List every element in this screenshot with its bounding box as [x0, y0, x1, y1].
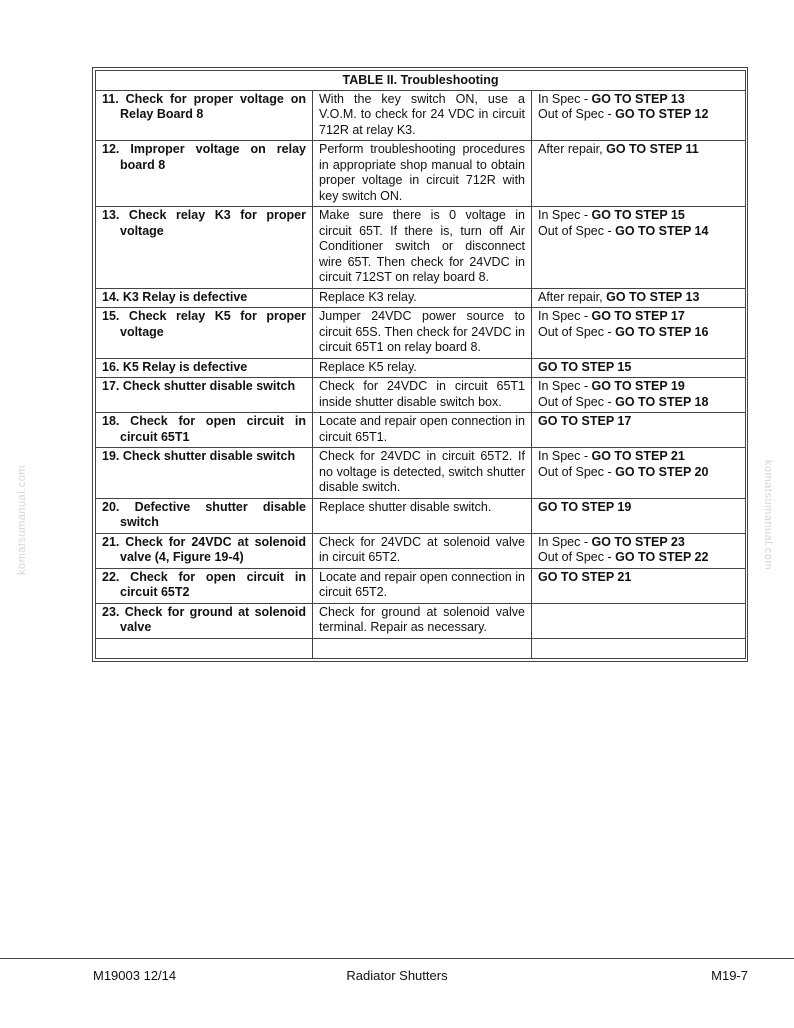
action-cell: Replace shutter disable switch.	[313, 498, 532, 533]
result-goto: GO TO STEP 19	[538, 499, 632, 514]
action-cell: Replace K5 relay.	[313, 358, 532, 378]
table-row	[96, 308, 746, 359]
result-goto: GO TO STEP 21	[591, 449, 685, 463]
action-cell: Locate and repair open connection in circuit 65T1.	[313, 413, 532, 448]
table-row	[96, 378, 746, 413]
result-line	[538, 449, 739, 465]
result-cell	[532, 308, 746, 359]
result-cell	[532, 90, 746, 141]
result-goto: GO TO STEP 14	[615, 223, 709, 238]
result-goto: GO TO STEP 15	[591, 208, 685, 222]
result-line	[538, 224, 739, 240]
result-cell	[532, 141, 746, 207]
result-prefix: Out of Spec -	[538, 107, 616, 121]
result-line	[538, 500, 739, 516]
table-row	[96, 533, 746, 568]
result-cell	[532, 413, 746, 448]
step-cell: 23. Check for ground at solenoid valve	[96, 603, 313, 638]
result-prefix: In Spec -	[538, 208, 592, 222]
step-cell: 20. Defective shutter disable switch	[96, 498, 313, 533]
result-goto: GO TO STEP 17	[591, 309, 685, 323]
watermark-right: komatsumanual.com	[762, 460, 774, 570]
result-line	[538, 208, 739, 224]
troubleshooting-table-frame	[92, 67, 748, 662]
action-cell: With the key switch ON, use a V.O.M. to check for 24 VDC in circuit 712R at relay K3.	[313, 90, 532, 141]
action-cell: Make sure there is 0 voltage in circuit 65T. If there is, turn off Air Conditioner switch or disconnect wire 65T. Then check for 24VDC in circuit 712ST on relay board 8.	[313, 207, 532, 289]
result-cell	[532, 207, 746, 289]
action-cell: Replace K3 relay.	[313, 288, 532, 308]
result-cell	[532, 288, 746, 308]
table-row	[96, 90, 746, 141]
result-cell	[532, 533, 746, 568]
action-cell: Check for ground at solenoid valve terminal. Repair as necessary.	[313, 603, 532, 638]
result-goto: GO TO STEP 17	[538, 414, 632, 428]
empty-cell	[532, 638, 746, 658]
result-goto: GO TO STEP 16	[615, 324, 709, 339]
watermark-left: komatsumanual.com	[16, 465, 28, 575]
result-cell	[532, 603, 746, 638]
result-line	[538, 570, 739, 586]
result-goto: GO TO STEP 19	[591, 379, 685, 393]
result-prefix: Out of Spec -	[538, 324, 616, 339]
result-prefix: After repair,	[538, 289, 607, 304]
table-body	[96, 90, 746, 658]
table-row	[96, 207, 746, 289]
result-goto: GO TO STEP 23	[591, 534, 685, 549]
step-cell: 17. Check shutter disable switch	[96, 378, 313, 413]
table-row	[96, 568, 746, 603]
result-goto: GO TO STEP 20	[615, 464, 709, 479]
result-line	[538, 107, 739, 123]
result-line	[538, 290, 739, 306]
result-line	[538, 142, 739, 158]
result-prefix: Out of Spec -	[538, 394, 616, 409]
result-line	[538, 550, 739, 566]
result-prefix: After repair,	[538, 142, 607, 156]
table-row	[96, 288, 746, 308]
result-prefix: Out of Spec -	[538, 223, 616, 238]
result-prefix: In Spec -	[538, 534, 592, 549]
result-prefix: In Spec -	[538, 309, 592, 323]
table-title: TABLE II. Troubleshooting	[96, 71, 746, 91]
table-row	[96, 498, 746, 533]
action-cell: Check for 24VDC in circuit 65T2. If no voltage is detected, switch shutter disable switch.	[313, 448, 532, 499]
result-goto: GO TO STEP 13	[591, 91, 685, 106]
result-line	[538, 325, 739, 341]
step-cell: 22. Check for open circuit in circuit 65T2	[96, 568, 313, 603]
result-line	[538, 465, 739, 481]
empty-table-row	[96, 638, 746, 658]
step-cell: 13. Check relay K3 for proper voltage	[96, 207, 313, 289]
action-cell: Locate and repair open connection in circuit 65T2.	[313, 568, 532, 603]
step-cell: 21. Check for 24VDC at solenoid valve (4, Figure 19-4)	[96, 533, 313, 568]
result-cell	[532, 358, 746, 378]
troubleshooting-table	[95, 70, 746, 659]
result-line	[538, 414, 739, 430]
step-cell: 14. K3 Relay is defective	[96, 288, 313, 308]
result-prefix: In Spec -	[538, 379, 592, 393]
result-line	[538, 395, 739, 411]
result-line	[538, 360, 739, 376]
result-goto: GO TO STEP 12	[615, 107, 709, 121]
result-line	[538, 309, 739, 325]
action-cell: Jumper 24VDC power source to circuit 65S. Then check for 24VDC in circuit 65T1 on relay board 8.	[313, 308, 532, 359]
result-cell	[532, 378, 746, 413]
result-cell	[532, 448, 746, 499]
result-prefix: Out of Spec -	[538, 464, 616, 479]
result-goto: GO TO STEP 13	[606, 289, 700, 304]
action-cell: Check for 24VDC at solenoid valve in circuit 65T2.	[313, 533, 532, 568]
footer-page-number: M19-7	[711, 968, 748, 983]
result-cell	[532, 568, 746, 603]
action-cell: Perform troubleshooting procedures in appropriate shop manual to obtain proper voltage in circuit 712R with key switch ON.	[313, 141, 532, 207]
table-row	[96, 413, 746, 448]
empty-cell	[96, 638, 313, 658]
result-cell	[532, 498, 746, 533]
step-cell: 16. K5 Relay is defective	[96, 358, 313, 378]
result-goto: GO TO STEP 21	[538, 569, 632, 584]
result-goto: GO TO STEP 11	[606, 142, 699, 156]
result-goto: GO TO STEP 22	[615, 550, 709, 564]
result-line	[538, 92, 739, 108]
step-cell: 11. Check for proper voltage on Relay Board 8	[96, 90, 313, 141]
action-cell: Check for 24VDC in circuit 65T1 inside shutter disable switch box.	[313, 378, 532, 413]
step-cell: 18. Check for open circuit in circuit 65T1	[96, 413, 313, 448]
result-line	[538, 379, 739, 395]
table-row	[96, 141, 746, 207]
table-row	[96, 603, 746, 638]
result-prefix: In Spec -	[538, 91, 592, 106]
result-prefix: In Spec -	[538, 449, 592, 463]
step-cell: 19. Check shutter disable switch	[96, 448, 313, 499]
table-row	[96, 358, 746, 378]
footer-doc-id: M19003 12/14	[93, 968, 177, 983]
step-cell: 15. Check relay K5 for proper voltage	[96, 308, 313, 359]
footer-section-title: Radiator Shutters	[346, 968, 448, 983]
table-row	[96, 448, 746, 499]
result-goto: GO TO STEP 18	[615, 394, 709, 409]
result-prefix: Out of Spec -	[538, 550, 616, 564]
footer-rule	[0, 958, 794, 959]
result-goto: GO TO STEP 15	[538, 359, 632, 374]
step-cell: 12. Improper voltage on relay board 8	[96, 141, 313, 207]
empty-cell	[313, 638, 532, 658]
result-line	[538, 535, 739, 551]
